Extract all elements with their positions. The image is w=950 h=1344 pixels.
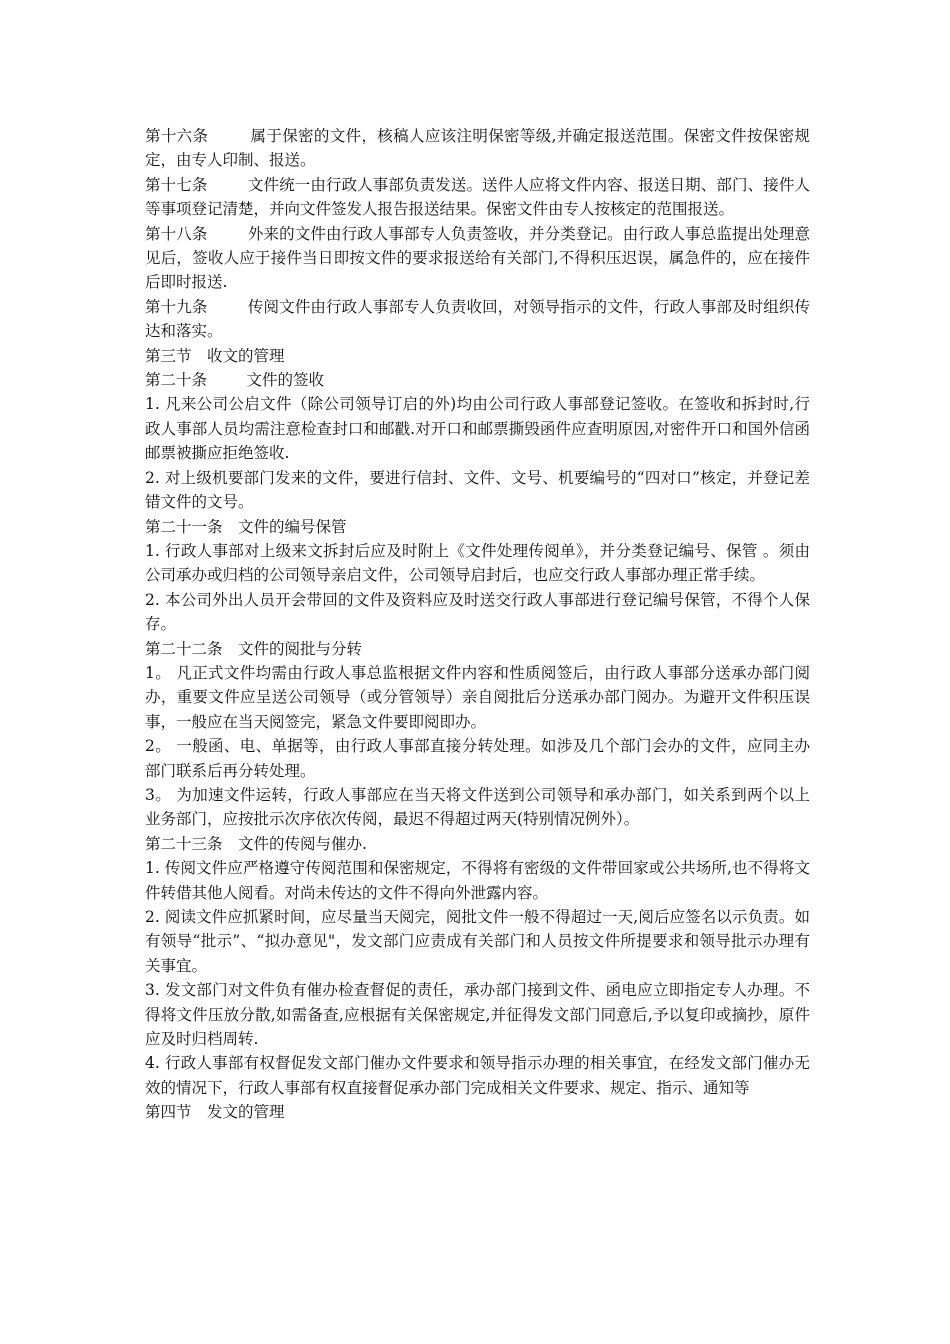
label-gap (208, 127, 250, 145)
paragraph (145, 539, 810, 588)
paragraph-text: 文件统一由行政人事部负责发送。送件人应将文件内容、报送日期、部门、接件人等事项登记清楚，并向文件签发人报告报送结果。保密文件由专人按核定的范围报送。 (145, 175, 810, 219)
paragraph-text: 第二十一条 文件的编号保管 (145, 517, 347, 536)
article-label: 第十七条 (145, 175, 208, 194)
paragraph (145, 637, 810, 661)
paragraph (145, 661, 810, 734)
paragraph (145, 368, 810, 392)
paragraph-text: 4. 行政人事部有权督促发文部门催办文件要求和领导指示办理的相关事宜，在经发文部门催办无效的情况下，行政人事部有权直接督促承办部门完成相关文件要求、规定、指示、通知等 (145, 1054, 810, 1097)
paragraph-text: 1. 传阅文件应严格遵守传阅范围和保密规定，不得将有密级的文件带回家或公共场所,也不得将文件转借其他人阅看。对尚未传达的文件不得向外泄露内容。 (145, 859, 810, 902)
paragraph-text: 属于保密的文件，核稿人应该注明保密等级,并确定报送范围。保密文件按保密规定，由专人印制、报送。 (145, 127, 810, 170)
paragraph (145, 173, 810, 222)
document-body (145, 124, 810, 1125)
paragraph (145, 588, 810, 637)
article-label: 第二十条 (145, 371, 208, 390)
article-label: 第十九条 (145, 297, 208, 316)
paragraph (145, 978, 810, 1051)
paragraph (145, 222, 810, 295)
paragraph-text: 1. 凡来公司公启文件（除公司领导订启的外)均由公司行政人事部登记签收。在签收和拆封时,行政人事部人员均需注意检查封口和邮戳.对开口和邮票撕毁函件应查明原因,对密件开口和国外信函邮票被撕应拒绝签收. (145, 395, 810, 463)
paragraph (145, 1100, 810, 1124)
paragraph (145, 734, 810, 783)
paragraph-text: 文件的签收 (246, 371, 324, 390)
paragraph-text: 2。 一般函、电、单据等，由行政人事部直接分转处理。如涉及几个部门会办的文件，应同主办部门联系后再分转处理。 (145, 737, 810, 780)
article-label: 第十六条 (145, 127, 209, 145)
paragraph-text: 第三节 收文的管理 (145, 346, 285, 365)
paragraph (145, 392, 810, 465)
paragraph (145, 832, 810, 856)
paragraph-text: 第四节 发文的管理 (145, 1103, 285, 1122)
paragraph (145, 466, 810, 515)
paragraph-text: 外来的文件由行政人事部专人负责签收，并分类登记。由行政人事总监提出处理意见后，签收人应于接件当日即按文件的要求报送给有关部门,不得积压迟误，属急件的，应在接件后即时报送. (145, 224, 810, 292)
label-gap (207, 298, 247, 316)
paragraph (145, 344, 810, 368)
paragraph (145, 905, 810, 978)
paragraph (145, 1051, 810, 1100)
paragraph-text: 2. 本公司外出人员开会带回的文件及资料应及时送交行政人事部进行登记编号保管，不得个人保存。 (145, 590, 810, 634)
label-gap (207, 371, 246, 389)
paragraph-text: 第二十二条 文件的阅批与分转 (145, 639, 363, 658)
paragraph-text: 第二十三条 文件的传阅与催办. (145, 834, 367, 853)
paragraph (145, 124, 810, 173)
paragraph-text: 2. 对上级机要部门发来的文件，要进行信封、文件、文号、机要编号的“四对口”核定，并登记差错文件的文号。 (145, 468, 810, 512)
paragraph-text: 1。 凡正式文件均需由行政人事总监根据文件内容和性质阅签后，由行政人事部分送承办部门阅办，重要文件应呈送公司领导（或分管领导）亲自阅批后分送承办部门阅办。为避开文件积压误事，一般应在当天阅签完，紧急文件要即阅即办。 (145, 663, 810, 731)
label-gap (207, 225, 247, 243)
paragraph-text: 传阅文件由行政人事部专人负责收回，对领导指示的文件，行政人事部及时组织传达和落实。 (145, 297, 810, 341)
paragraph (145, 515, 810, 539)
paragraph-text: 1. 行政人事部对上级来文拆封后应及时附上《文件处理传阅单》，并分类登记编号、保管 。须由公司承办或归档的公司领导亲启文件，公司领导启封后，也应交行政人事部办理正常手续。 (145, 541, 810, 585)
paragraph-text: 3. 发文部门对文件负有催办检查督促的责任，承办部门接到文件、函电应立即指定专人办理。不得将文件压放分散,如需备查,应根据有关保密规定,并征得发文部门同意后,予以复印或摘抄，原件应及时归档周转. (145, 981, 810, 1049)
paragraph-text: 3。 为加速文件运转，行政人事部应在当天将文件送到公司领导和承办部门，如关系到两个以上业务部门，应按批示次序依次传阅，最迟不得超过两天(特别情况例外）。 (145, 785, 810, 829)
label-gap (207, 176, 247, 194)
article-label: 第十八条 (145, 224, 208, 243)
paragraph-text: 2. 阅读文件应抓紧时间，应尽量当天阅完，阅批文件一般不得超过一天,阅后应签名以示负责。如有领导“批示”、“拟办意见"，发文部门应责成有关部门和人员按文件所提要求和领导批示办理有关事宜。 (145, 908, 810, 975)
paragraph (145, 783, 810, 832)
paragraph (145, 295, 810, 344)
paragraph (145, 856, 810, 905)
